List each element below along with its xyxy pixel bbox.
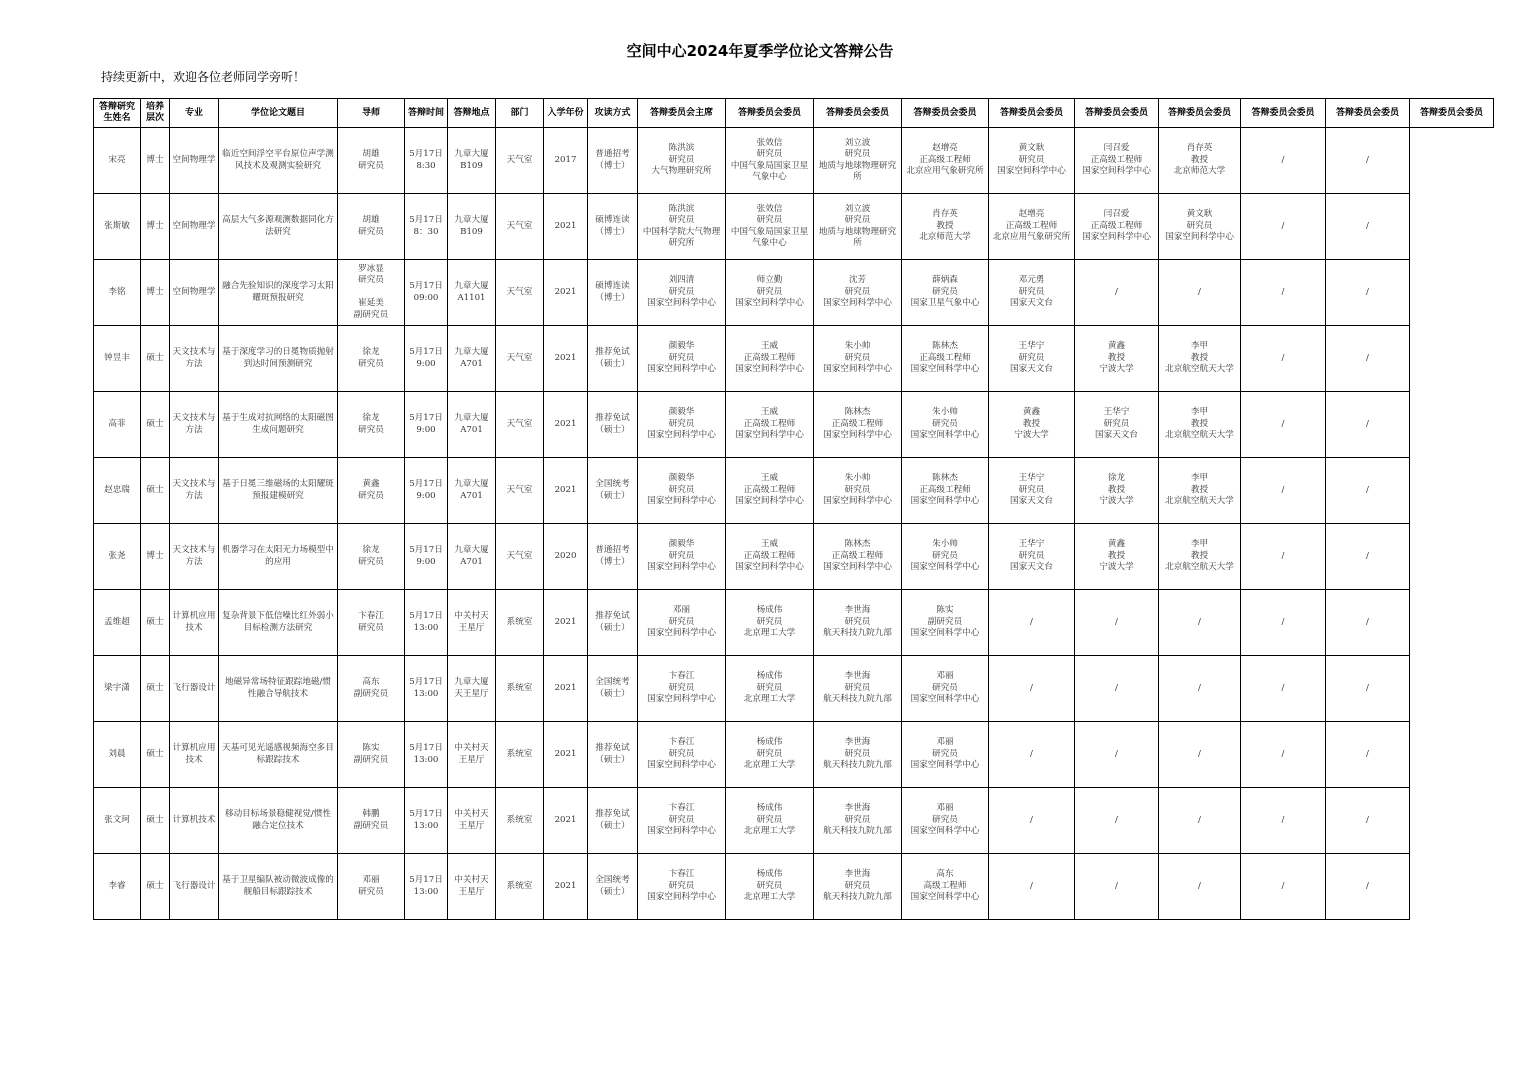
committee-member-cell: 朱小帅 研究员 国家空间科学中心 [902, 392, 989, 458]
defense-location-cell: 九章大厦 A701 [448, 326, 496, 392]
defense-time-cell: 5月17日 8：30 [405, 194, 448, 260]
degree-level-cell: 硕士 [141, 656, 170, 722]
thesis-title-cell: 基于生成对抗网络的太阳磁图生成问题研究 [219, 392, 338, 458]
table-row [94, 392, 1494, 458]
student-name-cell: 张尧 [94, 524, 141, 590]
department-cell: 系统室 [496, 656, 544, 722]
enrollment-year-cell: 2021 [544, 260, 588, 326]
table-row [94, 722, 1494, 788]
column-header: 攻读方式 [588, 99, 638, 128]
committee-member-cell: 杨成伟 研究员 北京理工大学 [726, 854, 814, 920]
thesis-title-cell: 天基可见光遥感视频海空多目标跟踪技术 [219, 722, 338, 788]
committee-member-cell: / [1159, 656, 1241, 722]
committee-member-cell: 邓丽 研究员 国家空间科学中心 [902, 722, 989, 788]
committee-member-cell: / [1241, 656, 1326, 722]
committee-member-cell: 徐龙 教授 宁波大学 [1075, 458, 1159, 524]
committee-member-cell: / [1075, 260, 1159, 326]
major-cell: 空间物理学 [170, 194, 219, 260]
committee-member-cell: 王华宁 研究员 国家天文台 [989, 326, 1075, 392]
column-header: 答辩时间 [405, 99, 448, 128]
committee-member-cell: 邓丽 研究员 国家空间科学中心 [902, 788, 989, 854]
table-row [94, 326, 1494, 392]
committee-member-cell: / [1326, 524, 1410, 590]
advisor-cell: 胡雄 研究员 [338, 128, 405, 194]
column-header: 答辩委员会委员 [1241, 99, 1326, 128]
committee-member-cell: / [1326, 392, 1410, 458]
defense-time-cell: 5月17日 9:00 [405, 326, 448, 392]
student-name-cell: 孟维超 [94, 590, 141, 656]
advisor-cell: 胡雄 研究员 [338, 194, 405, 260]
committee-member-cell: 赵增亮 正高级工程师 北京应用气象研究所 [989, 194, 1075, 260]
defense-time-cell: 5月17日 9:00 [405, 458, 448, 524]
committee-member-cell: / [1326, 722, 1410, 788]
defense-location-cell: 中关村天 王星厅 [448, 722, 496, 788]
column-header: 答辩委员会主席 [638, 99, 726, 128]
committee-member-cell: / [989, 788, 1075, 854]
thesis-title-cell: 基于日冕三维磁场的太阳耀斑预报建模研究 [219, 458, 338, 524]
advisor-cell: 卞春江 研究员 [338, 590, 405, 656]
admission-type-cell: 硕博连读 （博士） [588, 260, 638, 326]
advisor-cell: 徐龙 研究员 [338, 524, 405, 590]
committee-member-cell: 王华宁 研究员 国家天文台 [1075, 392, 1159, 458]
major-cell: 天文技术与方法 [170, 458, 219, 524]
committee-chair-cell: 陈洪滨 研究员 中国科学院大气物理研究所 [638, 194, 726, 260]
committee-member-cell: / [989, 854, 1075, 920]
advisor-cell: 陈实 副研究员 [338, 722, 405, 788]
committee-member-cell: 李世海 研究员 航天科技九院九部 [814, 656, 902, 722]
column-header: 导师 [338, 99, 405, 128]
enrollment-year-cell: 2021 [544, 656, 588, 722]
committee-chair-cell: 卞春江 研究员 国家空间科学中心 [638, 656, 726, 722]
committee-member-cell: 王威 正高级工程师 国家空间科学中心 [726, 524, 814, 590]
committee-member-cell: / [1075, 590, 1159, 656]
committee-chair-cell: 颜毅华 研究员 国家空间科学中心 [638, 392, 726, 458]
committee-member-cell: 李世海 研究员 航天科技九院九部 [814, 722, 902, 788]
column-header: 答辩委员会委员 [1326, 99, 1410, 128]
defense-location-cell: 中关村天 王星厅 [448, 788, 496, 854]
thesis-title-cell: 地磁异常场特征跟踪地磁/惯性融合导航技术 [219, 656, 338, 722]
defense-location-cell: 九章大厦 A701 [448, 392, 496, 458]
committee-member-cell: / [1241, 854, 1326, 920]
committee-member-cell: / [989, 656, 1075, 722]
committee-member-cell: 邓元勇 研究员 国家天文台 [989, 260, 1075, 326]
column-header: 专业 [170, 99, 219, 128]
committee-member-cell: 刘立波 研究员 地质与地球物理研究所 [814, 128, 902, 194]
committee-member-cell: 王威 正高级工程师 国家空间科学中心 [726, 326, 814, 392]
thesis-title-cell: 机器学习在太阳无力场模型中的应用 [219, 524, 338, 590]
thesis-title-cell: 临近空间浮空平台原位声学测风技术及观测实验研究 [219, 128, 338, 194]
committee-member-cell: 赵增亮 正高级工程师 北京应用气象研究所 [902, 128, 989, 194]
committee-member-cell: / [1241, 194, 1326, 260]
committee-member-cell: 黄鑫 教授 宁波大学 [989, 392, 1075, 458]
major-cell: 天文技术与方法 [170, 524, 219, 590]
committee-chair-cell: 颜毅华 研究员 国家空间科学中心 [638, 524, 726, 590]
committee-member-cell: / [1241, 458, 1326, 524]
committee-member-cell: / [1326, 854, 1410, 920]
committee-member-cell: 陈林杰 正高级工程师 国家空间科学中心 [902, 326, 989, 392]
enrollment-year-cell: 2021 [544, 392, 588, 458]
committee-member-cell: / [1075, 788, 1159, 854]
column-header: 培养层次 [141, 99, 170, 128]
committee-member-cell: / [1326, 128, 1410, 194]
committee-member-cell: 杨成伟 研究员 北京理工大学 [726, 656, 814, 722]
department-cell: 天气室 [496, 524, 544, 590]
enrollment-year-cell: 2021 [544, 194, 588, 260]
committee-member-cell: / [1326, 788, 1410, 854]
defense-time-cell: 5月17日 13:00 [405, 656, 448, 722]
committee-member-cell: / [1241, 524, 1326, 590]
committee-member-cell: 陈林杰 正高级工程师 国家空间科学中心 [902, 458, 989, 524]
defense-time-cell: 5月17日 09:00 [405, 260, 448, 326]
department-cell: 系统室 [496, 788, 544, 854]
committee-member-cell: 薛炳森 研究员 国家卫星气象中心 [902, 260, 989, 326]
committee-member-cell: 黄文耿 研究员 国家空间科学中心 [989, 128, 1075, 194]
committee-member-cell: / [1326, 458, 1410, 524]
advisor-cell: 高东 副研究员 [338, 656, 405, 722]
defense-time-cell: 5月17日 13:00 [405, 788, 448, 854]
committee-member-cell: 王威 正高级工程师 国家空间科学中心 [726, 458, 814, 524]
committee-member-cell: 李甲 教授 北京航空航天大学 [1159, 326, 1241, 392]
committee-member-cell: 王华宁 研究员 国家天文台 [989, 524, 1075, 590]
thesis-title-cell: 基于深度学习的日冕物质抛射到达时间预测研究 [219, 326, 338, 392]
column-header: 入学年份 [544, 99, 588, 128]
committee-member-cell: 邓丽 研究员 国家空间科学中心 [902, 656, 989, 722]
column-header: 答辩研究生姓名 [94, 99, 141, 128]
column-header: 答辩委员会委员 [814, 99, 902, 128]
committee-member-cell: 杨成伟 研究员 北京理工大学 [726, 590, 814, 656]
column-header: 答辩委员会委员 [902, 99, 989, 128]
column-header: 学位论文题目 [219, 99, 338, 128]
enrollment-year-cell: 2020 [544, 524, 588, 590]
student-name-cell: 梁宇潇 [94, 656, 141, 722]
table-row [94, 854, 1494, 920]
major-cell: 飞行器设计 [170, 854, 219, 920]
department-cell: 天气室 [496, 392, 544, 458]
defense-time-cell: 5月17日 13:00 [405, 854, 448, 920]
column-header: 答辩委员会委员 [1075, 99, 1159, 128]
committee-member-cell: 闫召爱 正高级工程师 国家空间科学中心 [1075, 128, 1159, 194]
enrollment-year-cell: 2017 [544, 128, 588, 194]
table-row [94, 458, 1494, 524]
thesis-title-cell: 移动目标场景稳健视觉/惯性融合定位技术 [219, 788, 338, 854]
committee-member-cell: 黄鑫 教授 宁波大学 [1075, 524, 1159, 590]
enrollment-year-cell: 2021 [544, 590, 588, 656]
committee-member-cell: / [1241, 590, 1326, 656]
committee-chair-cell: 颜毅华 研究员 国家空间科学中心 [638, 458, 726, 524]
defense-location-cell: 中关村天 王星厅 [448, 590, 496, 656]
committee-member-cell: / [1241, 128, 1326, 194]
department-cell: 系统室 [496, 722, 544, 788]
student-name-cell: 李睿 [94, 854, 141, 920]
committee-member-cell: 黄鑫 教授 宁波大学 [1075, 326, 1159, 392]
defense-location-cell: 九章大厦 A701 [448, 458, 496, 524]
department-cell: 天气室 [496, 458, 544, 524]
defense-location-cell: 九章大厦 A701 [448, 524, 496, 590]
degree-level-cell: 硕士 [141, 458, 170, 524]
committee-member-cell: 师立勤 研究员 国家空间科学中心 [726, 260, 814, 326]
admission-type-cell: 普通招考 （博士） [588, 524, 638, 590]
defense-schedule-table [93, 98, 1494, 920]
committee-chair-cell: 卞春江 研究员 国家空间科学中心 [638, 722, 726, 788]
page-title: 空间中心2024年夏季学位论文答辩公告 [626, 42, 894, 60]
committee-chair-cell: 刘四清 研究员 国家空间科学中心 [638, 260, 726, 326]
degree-level-cell: 博士 [141, 194, 170, 260]
thesis-title-cell: 基于卫星编队被动微波成像的舰船目标跟踪技术 [219, 854, 338, 920]
committee-member-cell: 李世海 研究员 航天科技九院九部 [814, 590, 902, 656]
student-name-cell: 宋亮 [94, 128, 141, 194]
advisor-cell: 黄鑫 研究员 [338, 458, 405, 524]
committee-member-cell: / [1075, 722, 1159, 788]
column-header: 答辩委员会委员 [726, 99, 814, 128]
major-cell: 空间物理学 [170, 128, 219, 194]
major-cell: 计算机应用技术 [170, 590, 219, 656]
table-row [94, 656, 1494, 722]
admission-type-cell: 硕博连读 （博士） [588, 194, 638, 260]
degree-level-cell: 硕士 [141, 326, 170, 392]
committee-member-cell: / [1326, 326, 1410, 392]
degree-level-cell: 硕士 [141, 392, 170, 458]
committee-member-cell: 陈林杰 正高级工程师 国家空间科学中心 [814, 392, 902, 458]
defense-time-cell: 5月17日 9:00 [405, 524, 448, 590]
committee-member-cell: / [1326, 194, 1410, 260]
major-cell: 天文技术与方法 [170, 326, 219, 392]
committee-member-cell: 陈林杰 正高级工程师 国家空间科学中心 [814, 524, 902, 590]
admission-type-cell: 推荐免试 （硕士） [588, 326, 638, 392]
admission-type-cell: 全国统考 （硕士） [588, 656, 638, 722]
committee-chair-cell: 邓丽 研究员 国家空间科学中心 [638, 590, 726, 656]
committee-member-cell: / [1159, 722, 1241, 788]
degree-level-cell: 博士 [141, 260, 170, 326]
committee-chair-cell: 卞春江 研究员 国家空间科学中心 [638, 788, 726, 854]
committee-member-cell: 朱小帅 研究员 国家空间科学中心 [814, 326, 902, 392]
defense-location-cell: 九章大厦 B109 [448, 128, 496, 194]
column-header: 答辩委员会委员 [1410, 99, 1494, 128]
admission-type-cell: 推荐免试 （硕士） [588, 590, 638, 656]
committee-member-cell: 沈芳 研究员 国家空间科学中心 [814, 260, 902, 326]
major-cell: 计算机技术 [170, 788, 219, 854]
committee-member-cell: 李世海 研究员 航天科技九院九部 [814, 788, 902, 854]
table-row [94, 590, 1494, 656]
committee-member-cell: 黄文耿 研究员 国家空间科学中心 [1159, 194, 1241, 260]
defense-time-cell: 5月17日 13:00 [405, 722, 448, 788]
committee-member-cell: / [1159, 260, 1241, 326]
thesis-title-cell: 复杂背景下低信噪比红外弱小目标检测方法研究 [219, 590, 338, 656]
committee-member-cell: / [1159, 854, 1241, 920]
student-name-cell: 张文珂 [94, 788, 141, 854]
committee-member-cell: 李甲 教授 北京航空航天大学 [1159, 524, 1241, 590]
committee-member-cell: 杨成伟 研究员 北京理工大学 [726, 788, 814, 854]
degree-level-cell: 硕士 [141, 854, 170, 920]
department-cell: 天气室 [496, 326, 544, 392]
advisor-cell: 徐龙 研究员 [338, 392, 405, 458]
admission-type-cell: 普通招考 （博士） [588, 128, 638, 194]
degree-level-cell: 博士 [141, 128, 170, 194]
admission-type-cell: 推荐免试 （硕士） [588, 722, 638, 788]
committee-member-cell: 张效信 研究员 中国气象局国家卫星气象中心 [726, 194, 814, 260]
committee-chair-cell: 颜毅华 研究员 国家空间科学中心 [638, 326, 726, 392]
student-name-cell: 刘晨 [94, 722, 141, 788]
student-name-cell: 高菲 [94, 392, 141, 458]
degree-level-cell: 硕士 [141, 590, 170, 656]
defense-time-cell: 5月17日 8:30 [405, 128, 448, 194]
committee-member-cell: 朱小帅 研究员 国家空间科学中心 [902, 524, 989, 590]
table-row [94, 524, 1494, 590]
major-cell: 空间物理学 [170, 260, 219, 326]
student-name-cell: 李铭 [94, 260, 141, 326]
major-cell: 飞行器设计 [170, 656, 219, 722]
column-header: 部门 [496, 99, 544, 128]
defense-time-cell: 5月17日 9:00 [405, 392, 448, 458]
committee-member-cell: 杨成伟 研究员 北京理工大学 [726, 722, 814, 788]
admission-type-cell: 推荐免试 （硕士） [588, 392, 638, 458]
committee-member-cell: / [1241, 326, 1326, 392]
committee-member-cell: 王华宁 研究员 国家天文台 [989, 458, 1075, 524]
major-cell: 计算机应用技术 [170, 722, 219, 788]
admission-type-cell: 全国统考 （硕士） [588, 458, 638, 524]
column-header: 答辩委员会委员 [1159, 99, 1241, 128]
admission-type-cell: 推荐免试 （硕士） [588, 788, 638, 854]
defense-time-cell: 5月17日 13:00 [405, 590, 448, 656]
page-subtitle: 持续更新中，欢迎各位老师同学旁听！ [101, 70, 306, 84]
committee-member-cell: / [1241, 392, 1326, 458]
thesis-title-cell: 融合先验知识的深度学习太阳耀斑预报研究 [219, 260, 338, 326]
student-name-cell: 张斯敏 [94, 194, 141, 260]
committee-member-cell: / [1241, 722, 1326, 788]
committee-member-cell: 朱小帅 研究员 国家空间科学中心 [814, 458, 902, 524]
advisor-cell: 罗冰显 研究员 崔延美 副研究员 [338, 260, 405, 326]
committee-member-cell: 李甲 教授 北京航空航天大学 [1159, 392, 1241, 458]
department-cell: 天气室 [496, 260, 544, 326]
committee-member-cell: 闫召爱 正高级工程师 国家空间科学中心 [1075, 194, 1159, 260]
table-row [94, 260, 1494, 326]
defense-location-cell: 中关村天 王星厅 [448, 854, 496, 920]
committee-member-cell: / [1075, 854, 1159, 920]
advisor-cell: 邓丽 研究员 [338, 854, 405, 920]
thesis-title-cell: 高层大气多源观测数据同化方法研究 [219, 194, 338, 260]
degree-level-cell: 硕士 [141, 788, 170, 854]
committee-member-cell: 肖存英 教授 北京师范大学 [902, 194, 989, 260]
committee-member-cell: / [1326, 590, 1410, 656]
table-row [94, 128, 1494, 194]
committee-member-cell: / [1159, 788, 1241, 854]
enrollment-year-cell: 2021 [544, 722, 588, 788]
department-cell: 天气室 [496, 128, 544, 194]
enrollment-year-cell: 2021 [544, 788, 588, 854]
table-row [94, 788, 1494, 854]
student-name-cell: 钟昱丰 [94, 326, 141, 392]
column-header: 答辩委员会委员 [989, 99, 1075, 128]
student-name-cell: 赵忠瑞 [94, 458, 141, 524]
enrollment-year-cell: 2021 [544, 854, 588, 920]
committee-member-cell: 肖存英 教授 北京师范大学 [1159, 128, 1241, 194]
department-cell: 系统室 [496, 854, 544, 920]
degree-level-cell: 硕士 [141, 722, 170, 788]
committee-member-cell: / [1326, 656, 1410, 722]
committee-member-cell: 陈实 副研究员 国家空间科学中心 [902, 590, 989, 656]
defense-location-cell: 九章大厦 A1101 [448, 260, 496, 326]
committee-member-cell: / [1241, 260, 1326, 326]
enrollment-year-cell: 2021 [544, 458, 588, 524]
committee-chair-cell: 卞春江 研究员 国家空间科学中心 [638, 854, 726, 920]
committee-member-cell: / [989, 722, 1075, 788]
committee-chair-cell: 陈洪滨 研究员 大气物理研究所 [638, 128, 726, 194]
column-header: 答辩地点 [448, 99, 496, 128]
advisor-cell: 韩鹏 副研究员 [338, 788, 405, 854]
committee-member-cell: 李世海 研究员 航天科技九院九部 [814, 854, 902, 920]
advisor-cell: 徐龙 研究员 [338, 326, 405, 392]
table-header-row [94, 99, 1494, 128]
admission-type-cell: 全国统考 （硕士） [588, 854, 638, 920]
table-row [94, 194, 1494, 260]
committee-member-cell: / [1326, 260, 1410, 326]
department-cell: 系统室 [496, 590, 544, 656]
committee-member-cell: 李甲 教授 北京航空航天大学 [1159, 458, 1241, 524]
defense-location-cell: 九章大厦 天王星厅 [448, 656, 496, 722]
enrollment-year-cell: 2021 [544, 326, 588, 392]
committee-member-cell: / [1075, 656, 1159, 722]
major-cell: 天文技术与方法 [170, 392, 219, 458]
committee-member-cell: 高东 高级工程师 国家空间科学中心 [902, 854, 989, 920]
committee-member-cell: / [1241, 788, 1326, 854]
committee-member-cell: 王威 正高级工程师 国家空间科学中心 [726, 392, 814, 458]
committee-member-cell: / [1159, 590, 1241, 656]
committee-member-cell: 刘立波 研究员 地质与地球物理研究所 [814, 194, 902, 260]
committee-member-cell: 张效信 研究员 中国气象局国家卫星气象中心 [726, 128, 814, 194]
degree-level-cell: 博士 [141, 524, 170, 590]
department-cell: 天气室 [496, 194, 544, 260]
defense-location-cell: 九章大厦 B109 [448, 194, 496, 260]
committee-member-cell: / [989, 590, 1075, 656]
